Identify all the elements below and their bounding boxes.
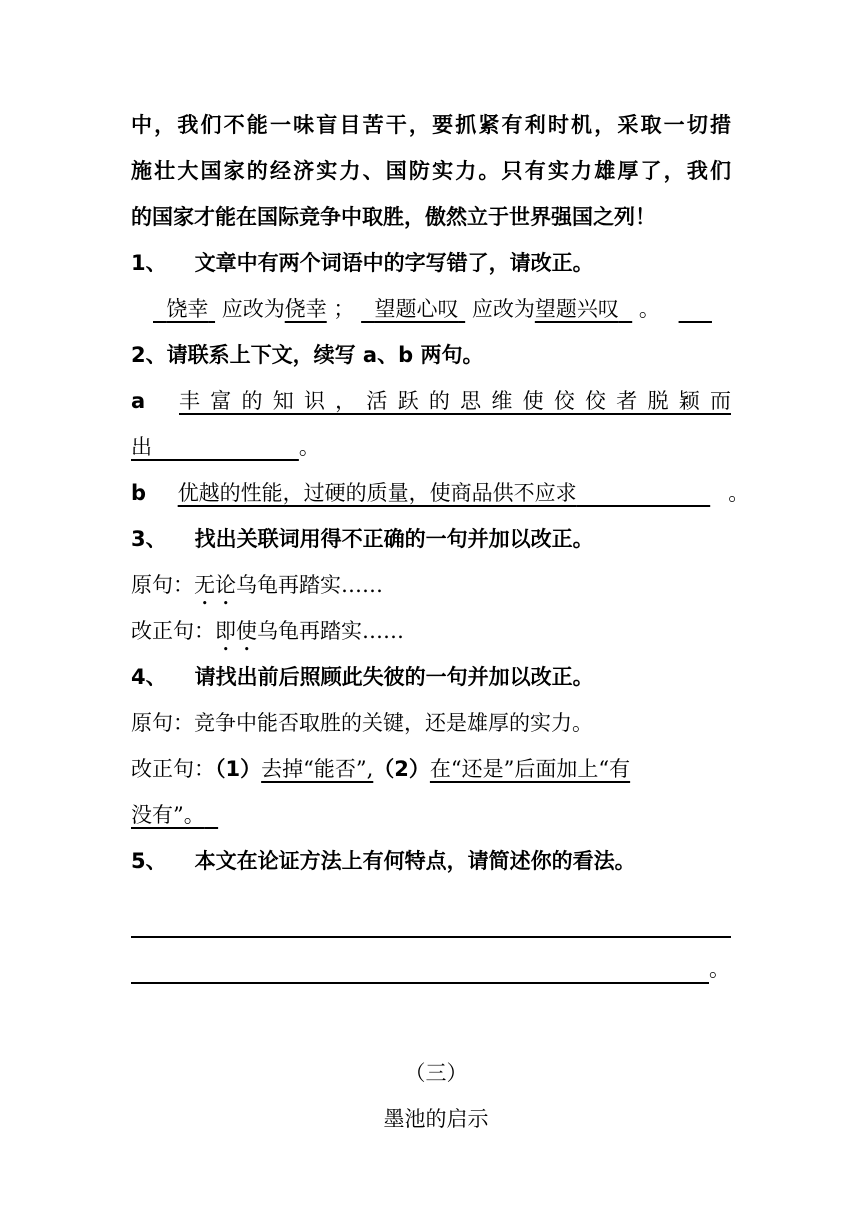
end-mark: 。 <box>728 481 750 505</box>
paragraph-line-1: 中，我们不能一味盲目苦干，要抓紧有利时机，采取一切措 <box>131 113 731 137</box>
question-number: 3、 <box>131 527 167 551</box>
answer-3-original <box>131 562 731 608</box>
change-to-label: 应改为 <box>471 297 535 321</box>
question-prompt: 文章中有两个词语中的字写错了，请改正。 <box>194 251 594 275</box>
answer-3-fixed <box>131 608 731 654</box>
spacer <box>131 984 731 1050</box>
marked-word: 即使 <box>215 619 257 643</box>
paragraph-line-2: 施壮大国家的经济实力、国防实力。只有实力雄厚了，我们 <box>131 159 731 183</box>
question-number: 4、 <box>131 665 167 689</box>
fixed-label: 改正句： <box>131 619 215 643</box>
answer-b: 优越的性能，过硬的质量，使商品供不应求 <box>177 481 577 505</box>
answer-label-b: b <box>131 481 147 505</box>
correct-word-1: 侥幸 <box>284 297 327 321</box>
question-1 <box>131 240 731 286</box>
answer-2b <box>131 470 750 516</box>
question-number: 2、 <box>131 343 167 367</box>
question-number: 5、 <box>131 849 167 873</box>
end-mark: 。 <box>298 435 320 459</box>
section-title: 墨池的启示 <box>383 1107 489 1131</box>
separator: ； <box>333 297 355 321</box>
end-mark: 。 <box>638 297 660 321</box>
question-5 <box>131 838 731 884</box>
fix-1: 去掉“能否”, <box>261 757 374 781</box>
document-page <box>131 102 750 1142</box>
question-prompt: 请联系上下文，续写 a、b 两句。 <box>166 343 484 367</box>
question-2 <box>131 332 731 378</box>
answer-2a-cont <box>131 424 731 470</box>
answer-line-1[interactable] <box>131 892 731 938</box>
answer-4-fixed-cont <box>131 792 731 838</box>
change-to-label: 应改为 <box>221 297 285 321</box>
question-number: 1、 <box>131 251 167 275</box>
wrong-word-2: 望题心叹 <box>374 297 459 321</box>
answer-2a <box>131 378 731 424</box>
answer-a-line-1: 丰富的知识，活跃的思维使佼佼者脱颖而 <box>179 389 731 413</box>
answer-1 <box>131 286 731 332</box>
blank-tail <box>679 297 712 321</box>
sentence-text: 竞争中能否取胜的关键，还是雄厚的实力。 <box>194 711 593 735</box>
question-3 <box>131 516 731 562</box>
answer-4-fixed <box>131 746 731 792</box>
answer-a-line-2: 出 <box>131 435 152 459</box>
question-prompt: 本文在论证方法上有何特点，请简述你的看法。 <box>194 849 636 873</box>
correct-word-2: 望题兴叹 <box>534 297 619 321</box>
marked-word: 无论 <box>194 573 236 597</box>
sentence-text: 乌龟再踏实…… <box>257 619 404 643</box>
fix-2-line-1: 在“还是”后面加上“有 <box>429 757 631 781</box>
point-2: （2） <box>373 757 430 781</box>
question-prompt: 找出关联词用得不正确的一句并加以改正。 <box>194 527 594 551</box>
end-mark: 。 <box>709 957 730 981</box>
fix-2-line-2: 没有”。 <box>131 803 205 827</box>
answer-4-original <box>131 700 731 746</box>
question-prompt: 请找出前后照顾此失彼的一句并加以改正。 <box>194 665 594 689</box>
answer-line-2-row <box>131 938 731 984</box>
answer-line-2[interactable] <box>131 938 709 984</box>
question-4 <box>131 654 731 700</box>
original-label: 原句： <box>131 573 194 597</box>
sentence-text: 乌龟再踏实…… <box>236 573 383 597</box>
answer-label-a: a <box>131 389 146 413</box>
original-label: 原句： <box>131 711 194 735</box>
point-1: （1） <box>215 757 262 781</box>
wrong-word-1: 饶幸 <box>166 297 209 321</box>
fixed-label: 改正句： <box>131 757 215 781</box>
paragraph-line-3: 的国家才能在国际竞争中取胜，傲然立于世界强国之列！ <box>131 205 656 229</box>
section-number: （三） <box>404 1061 468 1085</box>
